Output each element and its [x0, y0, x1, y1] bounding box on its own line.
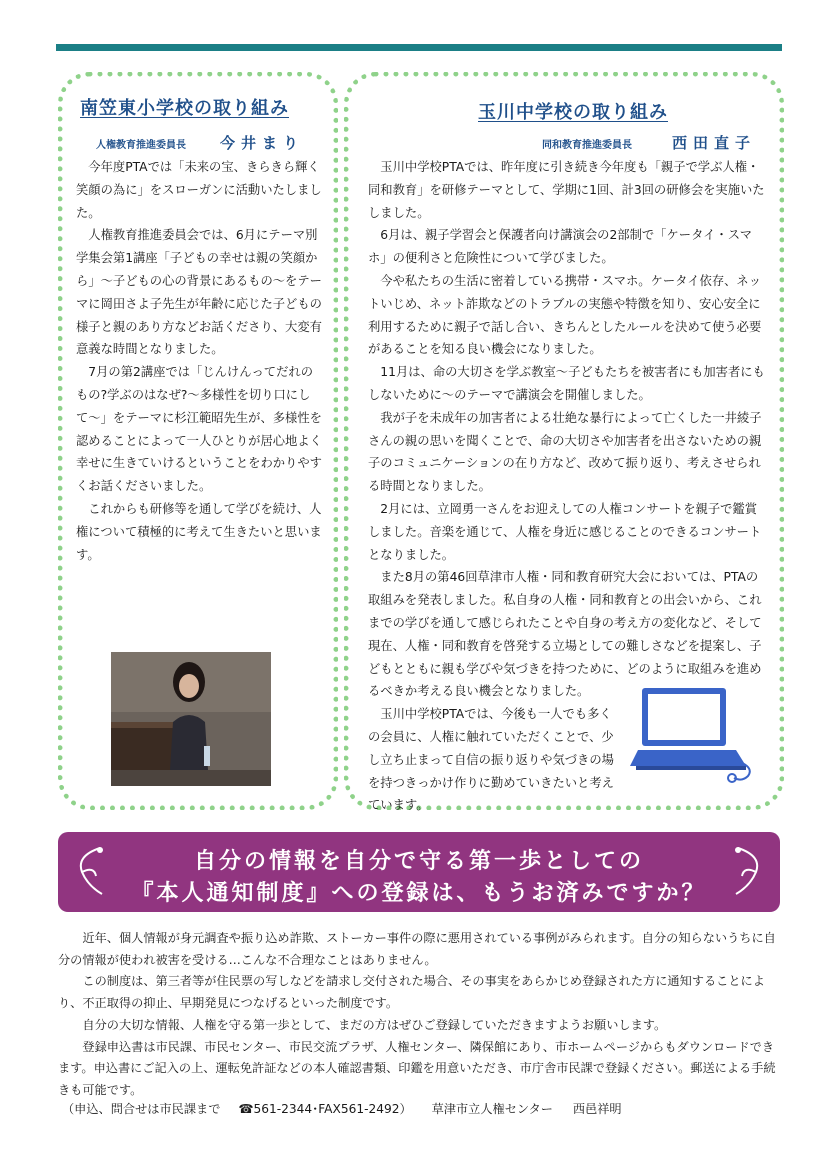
left-author-name: 今井まり	[220, 134, 305, 152]
notice-paragraph: 登録申込書は市民課、市民センター、市民交流プラザ、人権センター、隣保館にあり、市ホームページからもダウンロードできます。申込書にご記入の上、運転免許証などの本人確認書類、印鑑を用意いただき、市庁舎市民課で登録ください。郵送による手続きも可能です。	[58, 1039, 776, 1097]
notice-paragraph: この制度は、第三者等が住民票の写しなどを請求し交付された場合、その事実をあらかじめ登録された方に通知することにより、不正取得の抑止、早期発見につなげるといった制度です。	[58, 974, 765, 1011]
right-paragraph: 6月は、親子学習会と保護者向け講演会の2部制で「ケータイ・スマホ」の便利さと危険性について学びました。	[368, 228, 753, 266]
contact-line	[62, 1100, 622, 1117]
left-article-body	[76, 156, 322, 566]
right-paragraph: 玉川中学校PTAでは、今後も一人でも多くの会員に、人権に触れていただくことで、少し立ち止まって自信の振り返りや気づきの場を持つきっかけ作りに勤めていきたいと考えています。	[368, 707, 614, 813]
speaker-photo-image	[111, 652, 271, 786]
notice-paragraph: 自分の大切な情報、人権を守る第一歩として、まだの方はぜひご登録していただきますようお願いします。	[82, 1017, 667, 1032]
contact-phone: ☎561-2344･FAX561-2492）	[238, 1102, 412, 1116]
laptop-icon	[628, 684, 760, 784]
contact-person: 西邑祥明	[572, 1102, 622, 1116]
speaker-photo	[111, 652, 271, 786]
left-paragraph: 7月の第2講座では「じんけんってだれのもの?学ぶのはなぜ?～多様性を切り口にして～」をテーマに杉江範昭先生が、多様性を認めることによって一人ひとりが居心地よく幸せに生きていけるということをわかりやすくお話くださいました。	[76, 365, 322, 494]
notice-body	[58, 928, 782, 1102]
left-paragraph: 人権教育推進委員会では、6月にテーマ別学集会第1講座「子どもの幸せは親の笑顔から」～子どもの心の背景にあるもの～をテーマに岡田さよ子先生が年齢に応じた子どもの様子と親のあり方などお話くださり、大変有意義な時間となりました。	[76, 228, 322, 357]
right-author-role: 同和教育推進委員長	[542, 140, 632, 151]
right-paragraph: 我が子を未成年の加害者による壮絶な暴行によって亡くした一井綾子さんの親の思いを聞くことで、命の大切さや加害者を出さないための親子のコミュニケーションの在り方など、改めて振り返り、考えさせられる時間となりました。	[368, 410, 762, 494]
left-author-role: 人権教育推進委員長	[96, 140, 186, 151]
right-paragraph: 11月は、命の大切さを学ぶ教室～子どもたちを被害者にも加害者にもしないために～のテーマで講演会を開催しました。	[368, 365, 765, 402]
right-paragraph: 2月には、立岡勇一さんをお迎えしての人権コンサートを親子で鑑賞しました。音楽を通じて、人権を身近に感じることのできるコンサートとなりました。	[368, 501, 762, 562]
left-paragraph: 今年度PTAでは「未来の宝、きらきら輝く笑顔の為に」をスローガンに活動いたしました。	[76, 160, 322, 220]
right-paragraph: また8月の第46回草津市人権・同和教育研究大会においては、PTAの取組みを発表しました。私自身の人権・同和教育との出会いから、これまでの学びを通して感じられたことや自身の考え方の変化など、そして現在、人権・同和教育を啓発する立場としての難しさなどを提案し、子どもとともに親も学びや気づきを持つために、どのように取組みを進めるべきか考える良い機会となりました。	[368, 570, 762, 699]
banner-line-1: 自分の情報を自分で守る第一歩としての	[193, 849, 644, 874]
notice-paragraph: 近年、個人情報が身元調査や振り込め詐欺、ストーカー事件の際に悪用されている事例がみられます。自分の知らないうちに自分の情報が使われ被害を受ける…こんな不合理なことはありません。	[58, 931, 776, 967]
left-paragraph: これからも研修等を通して学びを続け、人権について積極的に考えて生きたいと思います。	[76, 501, 322, 562]
contact-inquiry: （申込、問合せは市民課まで	[62, 1102, 221, 1116]
right-paragraph: 今や私たちの生活に密着している携帯・スマホ。ケータイ依存、ネットいじめ、ネット詐欺などのトラブルの実態や特徴を知り、安心安全に利用するために親子で話し合い、きちんとしたルールを決めて使う必要があることを知る良い機会になりました。	[368, 273, 762, 357]
right-paragraph: 玉川中学校PTAでは、昨年度に引き続き今年度も「親子で学ぶ人権・同和教育」を研修テーマとして、学期に1回、計3回の研修会を実施いたしました。	[368, 160, 765, 220]
contact-organization: 草津市立人権センター	[431, 1102, 553, 1116]
notice-banner	[58, 832, 780, 912]
right-article-title: 玉川中学校の取り組み	[478, 102, 668, 123]
flourish-right-icon	[728, 842, 768, 902]
left-article-title: 南笠東小学校の取り組み	[80, 98, 289, 119]
banner-line-2: 『本人通知制度』への登録は、もうお済みですか？	[131, 881, 707, 906]
right-author-name: 西田直子	[672, 134, 757, 152]
top-rule	[56, 44, 782, 51]
